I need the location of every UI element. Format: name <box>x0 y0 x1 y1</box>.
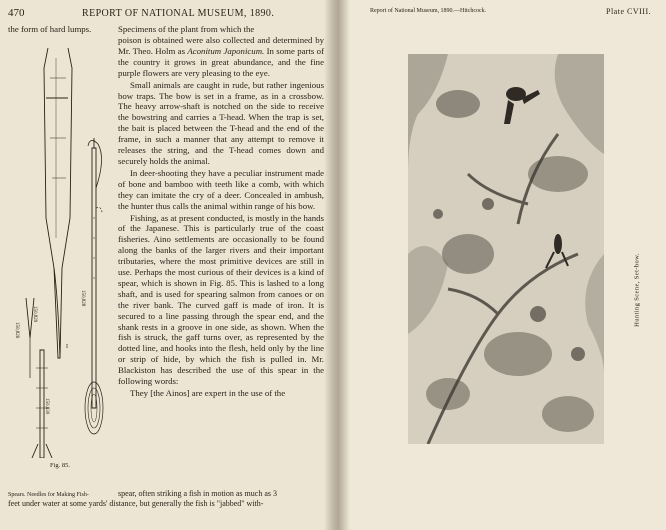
paragraph-deer-shooting: In deer-shooting they have a peculiar instrument made of bone and bamboo with teeth like a comb, with which they can imitate the cry of a deer. Concealed in ambush, the hunter thus calls the animal within range of his bow. <box>118 167 324 211</box>
paragraph-bow-traps: Small animals are caught in rude, but rather ingenious bow traps. The bow is set in a frame, as in a crossbow. The heavy arrow-shaft is notched on the side to receive the bowstring and carries a T-head. When the trap is set, the bait is placed between the T-head and the end of the frame, in such a manner that any attempt to remove it releases the string, and the T-head comes down and securely holds the animal. <box>118 79 324 166</box>
running-head-title: REPORT OF NATIONAL MUSEUM, 1890. <box>82 8 275 19</box>
bottom-lines <box>8 489 326 509</box>
paragraph-aconitum-rest: In some parts of the country it grows in great abundance, and the fine purple flowers are very pleasing to the eye. <box>118 45 324 78</box>
svg-text:I: I <box>66 344 68 350</box>
figure-85-illustration <box>10 38 108 480</box>
bottom-line-1: spear, often striking a fish in motion as much as 3 <box>118 489 277 498</box>
paragraph-aconitum-text: poison is obtained were also collected and determined by Mr. Theo. Holm as <box>118 35 324 56</box>
bottom-line-2: feet under water at some yards' distance, but generally the fish is "jabbed" with- <box>8 499 264 508</box>
figure-number: Fig. 85. <box>49 462 71 469</box>
paragraph-aconitum <box>118 35 324 79</box>
figure-label-1: 150,826 <box>14 322 19 339</box>
right-running-head: Report of National Museum, 1890.—Hitchcock. <box>370 8 487 14</box>
figure-label-4: 150,830 <box>44 398 49 415</box>
figure-label-2: 150,829 <box>32 306 37 323</box>
book-gutter <box>324 0 350 530</box>
left-running-head <box>8 7 326 21</box>
hunting-scene-plate <box>408 54 604 444</box>
right-page <box>334 0 666 530</box>
opening-line-right: Specimens of the plant from which the <box>118 24 255 34</box>
page-number: 470 <box>8 7 25 19</box>
figure-label-3: 150,828 <box>80 290 85 307</box>
spear-illustration <box>10 38 108 458</box>
side-caption-text: Hunting Scene, Set-bow. <box>633 253 641 327</box>
aconitum-italic: Aconitum Japonicum. <box>187 45 265 56</box>
figure-caption <box>8 462 112 470</box>
quote-line: They [the Ainos] are expert in the use of the <box>130 388 286 398</box>
caption-continuation: Spears. Needles for Making Fish- <box>8 492 89 498</box>
plate-label: Plate CVIII. <box>606 7 652 16</box>
plate-side-caption <box>630 230 644 350</box>
opening-line-left: the form of hard lumps. <box>8 24 92 34</box>
opening-line <box>8 24 326 35</box>
body-column <box>118 35 324 399</box>
hunting-scene-image <box>408 54 604 444</box>
paragraph-fishing: Fishing, as at present conducted, is mostly in the hands of the Japanese. This is particularly true of the coast fisheries. Aino settlements are occasionally to be found along the banks of the larger rivers and their important tributaries, where the most primitive devices are still in use. Perhaps the most curious of their devices is a kind of spear, which is shown in Fig. 85. This is lashed to a long shaft, and is used for spearing salmon from canoes or on the river bank. The curved gaff is made of iron. It is secured to a line passing through the spear end, and the shank rests in a groove in one side, as shown. When the fish is struck, the gaff turns over, as represented by the dotted line, and hooks into the flesh, held only by the line or strip of hide, by which the fish is pulled in. Mr. Blackiston has described the use of this spear in the following words: <box>118 212 324 387</box>
